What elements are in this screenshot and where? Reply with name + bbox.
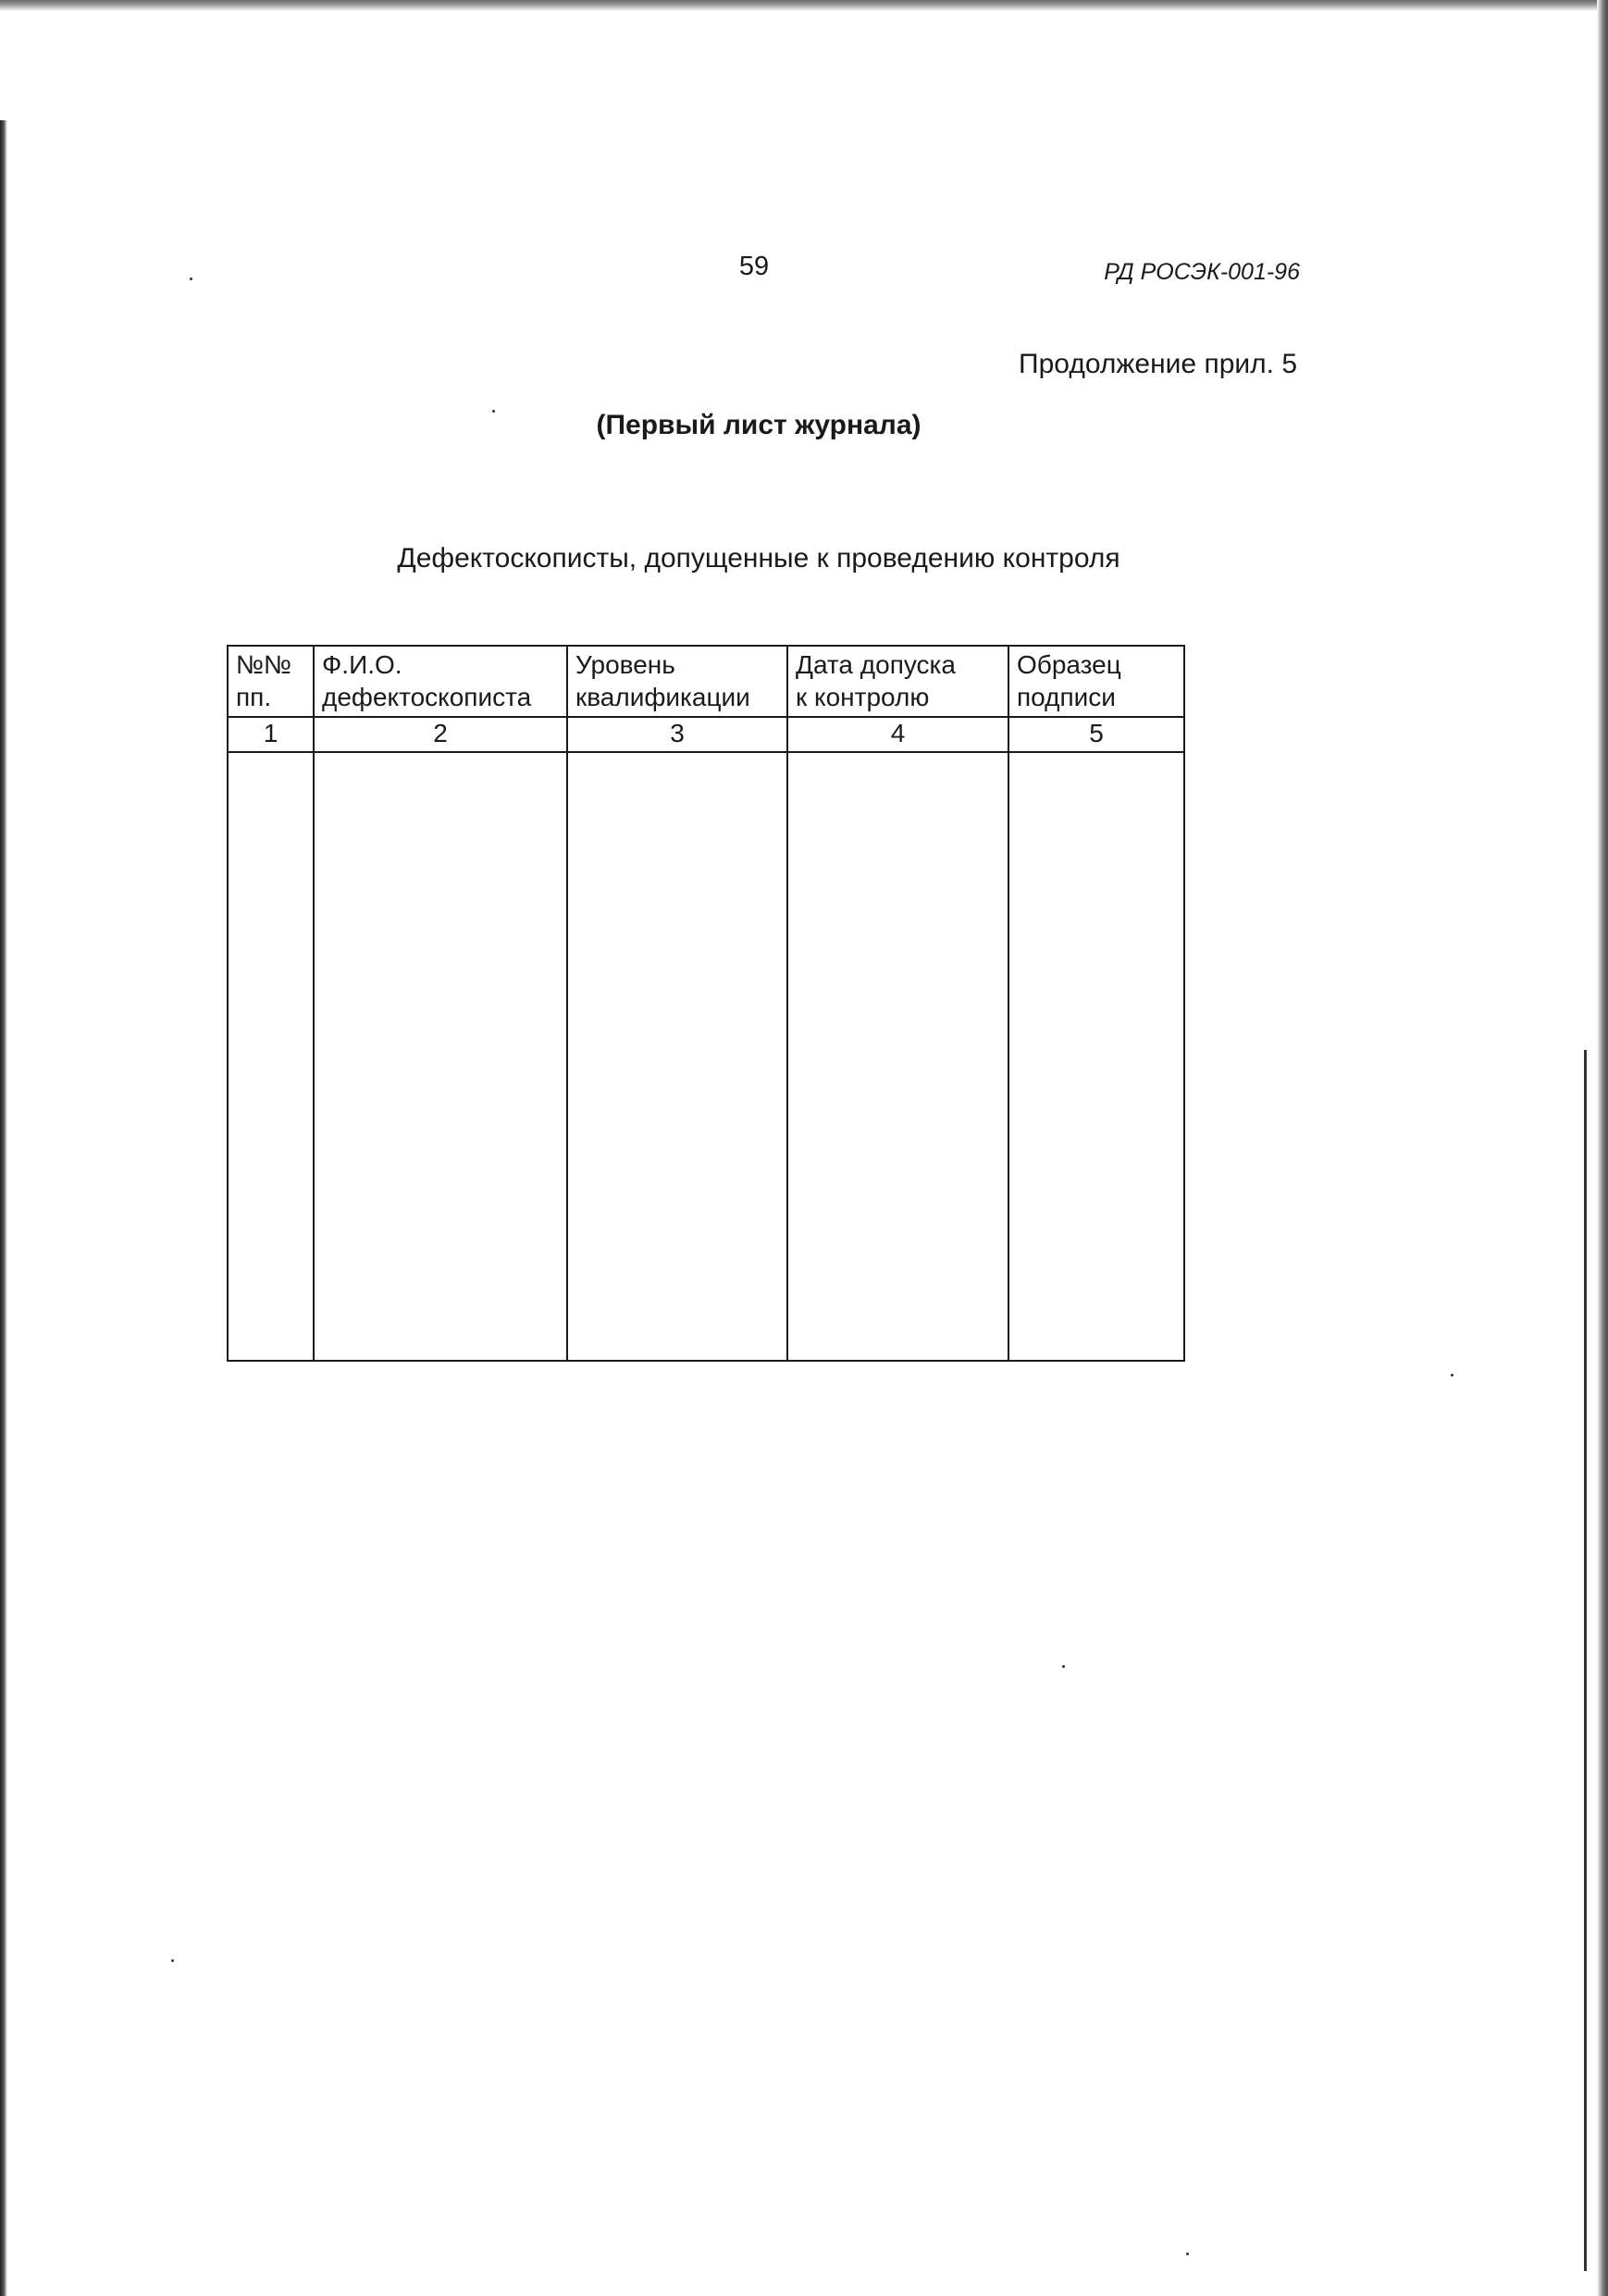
scan-speck (171, 1959, 174, 1962)
column-header-qualification (567, 646, 787, 717)
table-caption: Дефектоскописты, допущенные к проведению контроля (397, 543, 1120, 574)
scan-speck (1062, 1665, 1065, 1668)
column-number: 5 (1008, 717, 1184, 752)
column-number-row (228, 717, 1184, 752)
column-number: 4 (787, 717, 1008, 752)
empty-cell (787, 752, 1008, 1361)
empty-entry-row (228, 752, 1184, 1361)
header-line: к контролю (796, 683, 930, 711)
column-number: 2 (314, 717, 567, 752)
header-line: Ф.И.О. (322, 650, 402, 679)
header-line: дефектоскописта (322, 683, 532, 711)
column-header-admission-date (787, 646, 1008, 717)
empty-cell (228, 752, 314, 1361)
scan-speck (190, 278, 192, 280)
scan-edge-top (0, 0, 1608, 11)
header-line: Образец (1017, 650, 1121, 679)
column-number: 1 (228, 717, 314, 752)
scan-speck (1451, 1374, 1453, 1376)
empty-cell (1008, 752, 1184, 1361)
appendix-continuation: Продолжение прил. 5 (1019, 349, 1297, 379)
table-header-row (228, 646, 1184, 717)
scan-mark-right (1584, 1050, 1587, 2271)
column-header-full-name (314, 646, 567, 717)
inspectors-table (227, 645, 1185, 1362)
column-header-signature (1008, 646, 1184, 717)
document-code: РД РОСЭК-001-96 (1104, 259, 1300, 285)
empty-cell (567, 752, 787, 1361)
header-line: Уровень (575, 650, 675, 679)
scan-speck (492, 410, 495, 413)
header-line: квалификации (575, 683, 750, 711)
header-line: пп. (236, 683, 272, 711)
header-line: №№ (236, 650, 292, 679)
column-header-number (228, 646, 314, 717)
empty-cell (314, 752, 567, 1361)
page-number: 59 (738, 252, 770, 281)
scan-speck (1186, 2253, 1189, 2255)
column-number: 3 (567, 717, 787, 752)
sheet-title: (Первый лист журнала) (596, 410, 922, 440)
header-line: Дата допуска (796, 650, 956, 679)
scan-edge-left (0, 120, 7, 2296)
scan-edge-right (1597, 0, 1608, 2296)
header-line: подписи (1017, 683, 1116, 711)
